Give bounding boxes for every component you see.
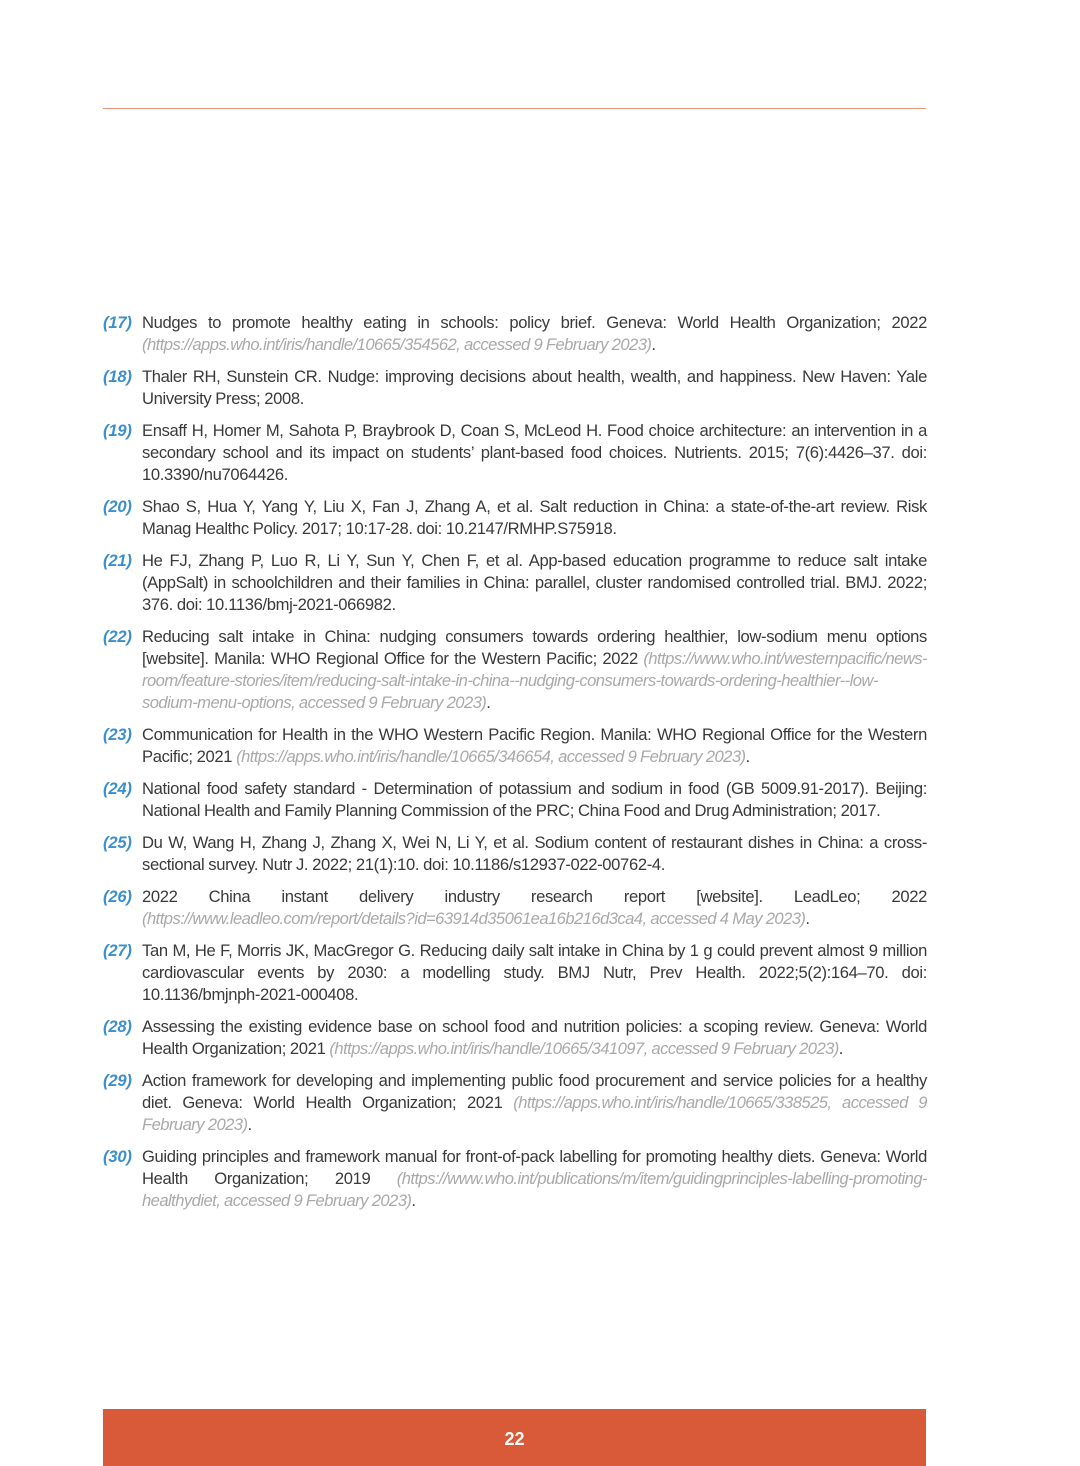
reference-text: He FJ, Zhang P, Luo R, Li Y, Sun Y, Chen F, et al. App-based education programme to reduce salt intake (AppSalt) in schoolchildren and their families in China: parallel, cluster randomised controlled trial. BMJ. 2022; 376. doi: 10.1136/bmj-2021-066982. [142,551,927,614]
reference-number: (27) [103,941,132,960]
reference-number: (18) [103,367,132,386]
reference-item [103,778,927,822]
reference-item [103,496,927,540]
reference-text: Action framework for developing and implementing public food procurement and service policies for a healthy diet. Geneva: World Health Organization; 2021 [142,1071,927,1112]
reference-text: National food safety standard - Determination of potassium and sodium in food (GB 5009.91-2017). Beijing: National Health and Family Planning Commission of the PRC; China Food and Drug Administration; 2017. [142,779,927,820]
reference-item [103,886,927,930]
reference-url-link[interactable]: (https://apps.who.int/iris/handle/10665/338525, accessed 9 February 2023) [142,1093,927,1134]
reference-number: (21) [103,551,132,570]
reference-list [103,312,927,1222]
footer-bar [103,1409,926,1466]
reference-number: (23) [103,725,132,744]
reference-tail: . [805,909,810,928]
reference-url-link[interactable]: (https://apps.who.int/iris/handle/10665/346654, accessed 9 February 2023) [236,747,746,766]
reference-item [103,312,927,356]
reference-tail: . [651,335,656,354]
reference-number: (29) [103,1071,132,1090]
reference-text: 2022 China instant delivery industry research report [website]. LeadLeo; 2022 [142,887,927,906]
reference-tail: . [247,1115,252,1134]
reference-number: (28) [103,1017,132,1036]
reference-tail: . [745,747,750,766]
reference-url-link[interactable]: (https://www.leadleo.com/report/details?id=63914d35061ea16b216d3ca4, accessed 4 May 2023) [142,909,806,928]
reference-number: (17) [103,313,132,332]
reference-item [103,626,927,714]
reference-text: Tan M, He F, Morris JK, MacGregor G. Reducing daily salt intake in China by 1 g could prevent almost 9 million cardiovascular events by 2030: a modelling study. BMJ Nutr, Prev Health. 2022;5(2):164–70. doi: 10.1136/bmjnph-2021-000408. [142,941,927,1004]
reference-text: Du W, Wang H, Zhang J, Zhang X, Wei N, Li Y, et al. Sodium content of restaurant dishes in China: a cross-sectional survey. Nutr J. 2022; 21(1):10. doi: 10.1186/s12937-022-00762-4. [142,833,927,874]
reference-item [103,832,927,876]
reference-number: (26) [103,887,132,906]
reference-item [103,550,927,616]
reference-text: Communication for Health in the WHO Western Pacific Region. Manila: WHO Regional Office for the Western Pacific; 2021 [142,725,927,766]
reference-number: (19) [103,421,132,440]
reference-text: Assessing the existing evidence base on school food and nutrition policies: a scoping review. Geneva: World Health Organization; 2021 [142,1017,927,1058]
reference-text: Guiding principles and framework manual for front-of-pack labelling for promoting healthy diets. Geneva: World Health Organization; 2019 [142,1147,927,1188]
reference-text: Shao S, Hua Y, Yang Y, Liu X, Fan J, Zhang A, et al. Salt reduction in China: a state-of-the-art review. Risk Manag Healthc Policy. 2017; 10:17-28. doi: 10.2147/RMHP.S75918. [142,497,927,538]
reference-item [103,1016,927,1060]
reference-url-link[interactable]: (https://www.who.int/westernpacific/news-room/feature-stories/item/reducing-salt-intake-in-china--nudging-consumers-towards-ordering-healthier--low-sodium-menu-options, accessed 9 February 2023) [142,649,927,712]
reference-tail: . [486,693,491,712]
reference-text: Thaler RH, Sunstein CR. Nudge: improving decisions about health, wealth, and happiness. New Haven: Yale University Press; 2008. [142,367,927,408]
page-number: 22 [504,1429,525,1449]
reference-number: (25) [103,833,132,852]
reference-item [103,366,927,410]
reference-number: (22) [103,627,132,646]
reference-item [103,940,927,1006]
reference-text: Nudges to promote healthy eating in schools: policy brief. Geneva: World Health Organization; 2022 [142,313,927,332]
reference-number: (20) [103,497,132,516]
reference-text: Reducing salt intake in China: nudging consumers towards ordering healthier, low-sodium menu options [website]. Manila: WHO Regional Office for the Western Pacific; 2022 [142,627,927,668]
reference-item [103,420,927,486]
reference-text: Ensaff H, Homer M, Sahota P, Braybrook D, Coan S, McLeod H. Food choice architecture: an intervention in a secondary school and its impact on students’ plant-based food choices. Nutrients. 2015; 7(6):4426–37. doi: 10.3390/nu7064426. [142,421,927,484]
reference-url-link[interactable]: (https://apps.who.int/iris/handle/10665/341097, accessed 9 February 2023) [329,1039,839,1058]
reference-url-link[interactable]: (https://www.who.int/publications/m/item/guidingprinciples-labelling-promoting-healthydiet, accessed 9 February 2023) [142,1169,927,1210]
header-divider [103,108,926,109]
reference-item [103,1070,927,1136]
reference-number: (24) [103,779,132,798]
reference-item [103,1146,927,1212]
reference-url-link[interactable]: (https://apps.who.int/iris/handle/10665/354562, accessed 9 February 2023) [142,335,652,354]
reference-number: (30) [103,1147,132,1166]
reference-item [103,724,927,768]
reference-tail: . [411,1191,416,1210]
reference-tail: . [838,1039,844,1058]
